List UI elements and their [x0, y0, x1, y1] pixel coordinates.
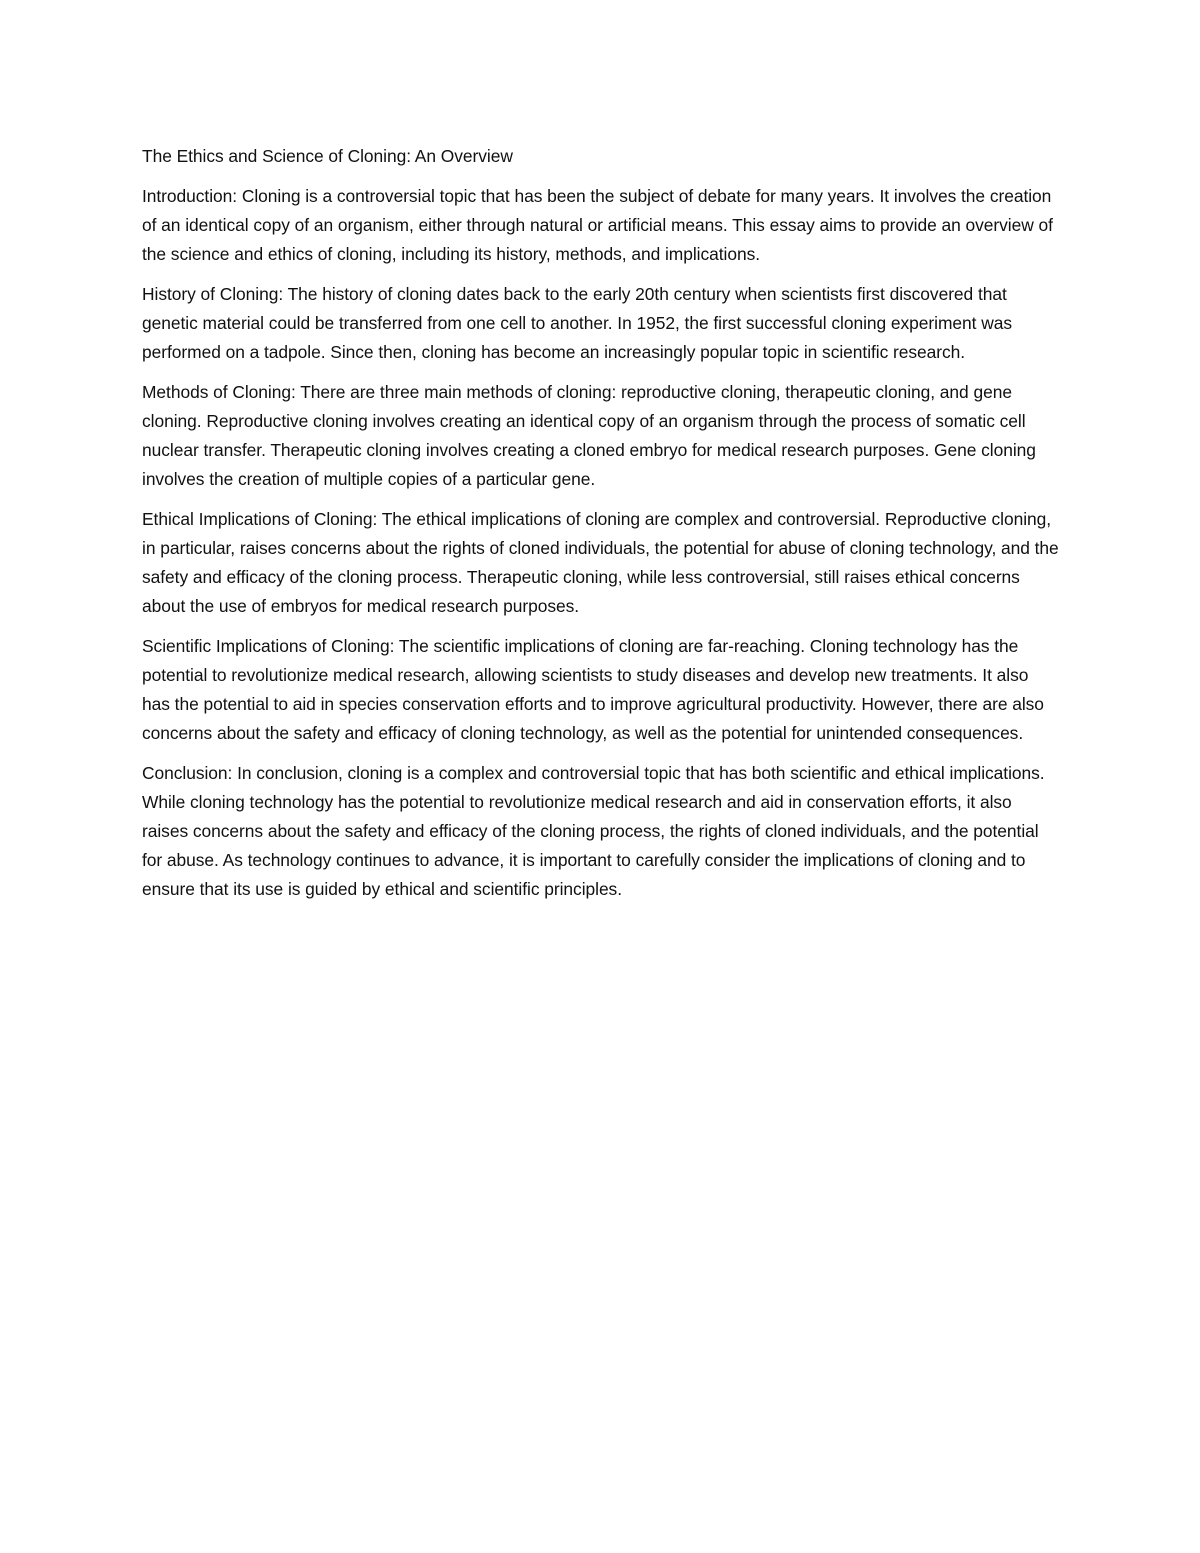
paragraph-conclusion: Conclusion: In conclusion, cloning is a complex and controversial topic that has both scientific and ethical implications. While cloning technology has the potential to revolutionize medical research and aid in conservation efforts, it also raises concerns about the safety and efficacy of the cloning process, the rights of cloned individuals, and the potential for abuse. As technology continues to advance, it is important to carefully consider the implications of cloning and to ensure that its use is guided by ethical and scientific principles. — [142, 763, 1045, 899]
paragraph-introduction: Introduction: Cloning is a controversial topic that has been the subject of debate for many years. It involves the creation of an identical copy of an organism, either through natural or artificial means. This essay aims to provide an overview of the science and ethics of cloning, including its history, methods, and implications. — [142, 186, 1053, 264]
document-title: The Ethics and Science of Cloning: An Overview — [142, 146, 513, 166]
paragraph-ethical-implications: Ethical Implications of Cloning: The ethical implications of cloning are complex and controversial. Reproductive cloning, in particular, raises concerns about the rights of cloned individuals, the potential for abuse of cloning technology, and the safety and efficacy of the cloning process. Therapeutic cloning, while less controversial, still raises ethical concerns about the use of embryos for medical research purposes. — [142, 509, 1059, 616]
paragraph-history: History of Cloning: The history of cloning dates back to the early 20th century when scientists first discovered that genetic material could be transferred from one cell to another. In 1952, the first successful cloning experiment was performed on a tadpole. Since then, cloning has become an increasingly popular topic in scientific research. — [142, 284, 1012, 362]
paragraph-methods: Methods of Cloning: There are three main methods of cloning: reproductive cloning, therapeutic cloning, and gene cloning. Reproductive cloning involves creating an identical copy of an organism through the process of somatic cell nuclear transfer. Therapeutic cloning involves creating a cloned embryo for medical research purposes. Gene cloning involves the creation of multiple copies of a particular gene. — [142, 382, 1036, 489]
document-body — [142, 142, 1060, 915]
paragraph-scientific-implications: Scientific Implications of Cloning: The scientific implications of cloning are far-reaching. Cloning technology has the potential to revolutionize medical research, allowing scientists to study diseases and develop new treatments. It also has the potential to aid in species conservation efforts and to improve agricultural productivity. However, there are also concerns about the safety and efficacy of cloning technology, as well as the potential for unintended consequences. — [142, 636, 1044, 743]
